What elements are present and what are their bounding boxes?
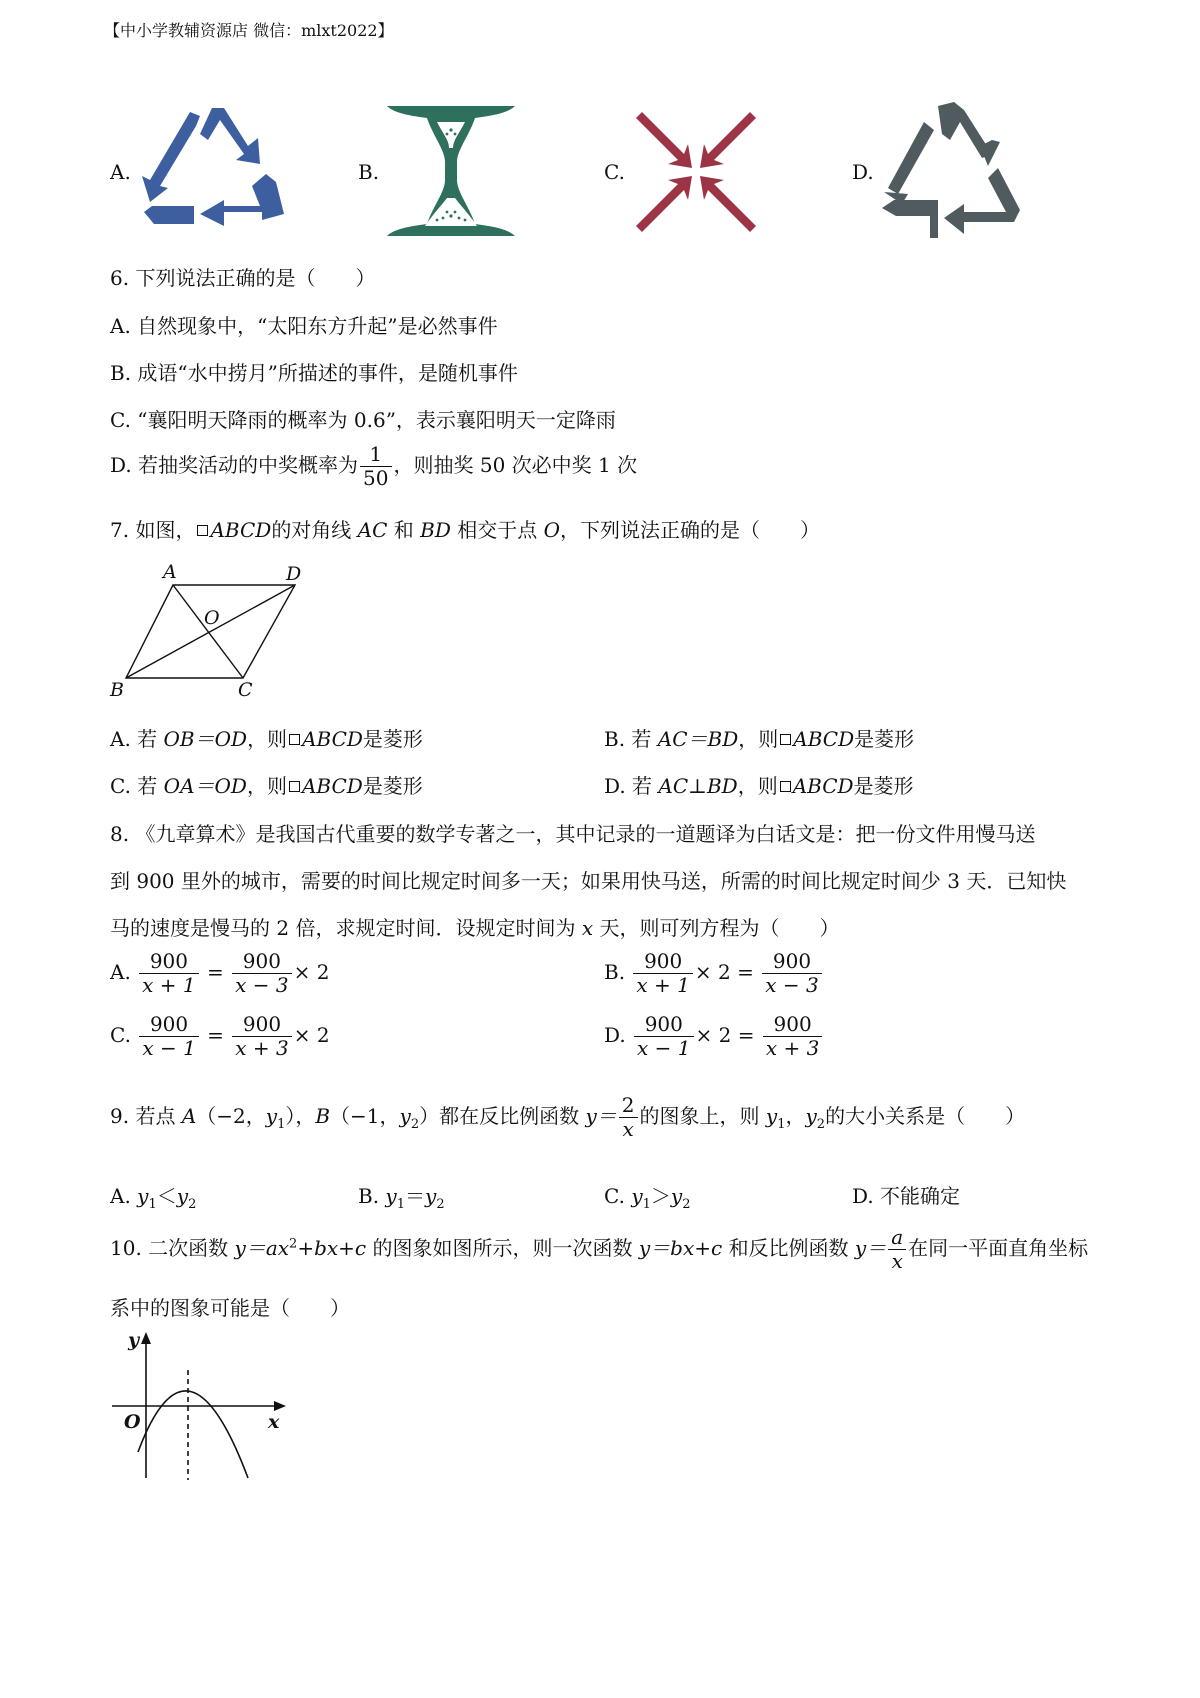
q6-frac-num: 1 (360, 443, 391, 467)
q7-option-c: C. 若 OA＝OD，则 ABCD是菱形 (110, 774, 423, 798)
vertex-label-o: O (204, 607, 220, 629)
vertex-label-a: A (163, 561, 177, 583)
q5-option-a-label: A. (110, 160, 131, 184)
q7-bd: BD (420, 518, 451, 542)
q7-and: 和 (393, 518, 414, 542)
q7-number: 7. 如图， (110, 518, 196, 542)
parallelogram-figure (108, 560, 308, 700)
q6-option-d-prefix: D. 若抽奖活动的中奖概率为 (110, 453, 359, 477)
q7-text-1: 的对角线 (271, 518, 352, 542)
vertex-label-c: C (238, 679, 253, 700)
q10-fraction: $\frac{a}{x}$ (888, 1226, 906, 1273)
q6-option-c: C. “襄阳明天降雨的概率为 0.6”，表示襄阳明天一定降雨 (110, 408, 616, 432)
vertex-label-b: B (110, 679, 124, 700)
q6-frac-den: 50 (363, 466, 389, 490)
parallelogram-icon (289, 734, 300, 745)
q7-o: O (543, 518, 560, 542)
graph-x-label: x (268, 1411, 280, 1433)
q6-fraction (360, 443, 391, 490)
q6-option-b: B. 成语“水中捞月”所描述的事件，是随机事件 (110, 361, 518, 385)
q5-option-d-label: D. (852, 160, 874, 184)
q6-option-a: A. 自然现象中，“太阳东方升起”是必然事件 (110, 314, 498, 338)
parallelogram-icon (289, 781, 300, 792)
q9-option-c: C. $y_1>y_2$ (604, 1184, 691, 1212)
q9-option-d: D. 不能确定 (852, 1184, 961, 1208)
four-arrows-inward-icon (634, 110, 758, 234)
q9-option-b: B. $y_1=y_2$ (358, 1184, 445, 1212)
q9-option-a: A. $y_1<y_2$ (110, 1184, 197, 1212)
q6-stem: 6. 下列说法正确的是（ ） (110, 266, 376, 290)
q8-option-a: A. $\frac{900}{x + 1}$ = $\frac{900}{x - 3}$ × 2 (110, 949, 330, 997)
recycle-arrows-icon (140, 102, 290, 240)
q9-stem: 9. 若点 A（−2，$y_1$），B（−1，$y_2$）都在反比例函数 y＝ $\frac{2}{x}$ 的图象上，则 $y_1$，$y_2$的大小关系是（ ） (110, 1093, 1026, 1141)
q6-option-d-suffix: ，则抽奖 50 次必中奖 1 次 (393, 453, 638, 477)
vertex-label-d: D (286, 563, 302, 585)
q7-quad: ABCD (210, 518, 272, 542)
q8-option-c: C. $\frac{900}{x - 1}$ = $\frac{900}{x + 3}$ × 2 (110, 1012, 330, 1060)
q7-ac: AC (357, 518, 388, 542)
hourglass-icon (385, 104, 517, 238)
parabola-graph (108, 1328, 288, 1483)
q7-text-3: ，下列说法正确的是（ ） (560, 518, 820, 542)
q8-line-3: 马的速度是慢马的 2 倍，求规定时间．设规定时间为 x 天，则可列方程为（ ） (110, 916, 840, 940)
recycle-arrows-icon (880, 100, 1026, 244)
q8-line-1: 8. 《九章算术》是我国古代重要的数学专著之一，其中记录的一道题译为白话文是：把一份文件用慢马送 (110, 822, 1036, 846)
q8-option-d: D. $\frac{900}{x - 1}$ × 2 = $\frac{900}{x + 3}$ (604, 1013, 824, 1060)
q7-option-d: D. 若 AC⊥BD，则 ABCD是菱形 (604, 774, 914, 798)
q8-option-b: B. $\frac{900}{x + 1}$ × 2 = $\frac{900}{x - 3}$ (604, 950, 824, 997)
q5-option-b-label: B. (358, 160, 380, 184)
parallelogram-icon (197, 525, 208, 536)
parallelogram-icon (780, 781, 791, 792)
q7-option-b: B. 若 AC＝BD，则 ABCD是菱形 (604, 727, 915, 751)
header-watermark: 【中小学教辅资源店 微信：mlxt2022】 (104, 21, 394, 40)
q7-option-a: A. 若 OB＝OD，则 ABCD是菱形 (110, 727, 423, 751)
q7-text-2: 相交于点 (457, 518, 538, 542)
graph-origin-label: O (124, 1411, 141, 1433)
parallelogram-icon (780, 734, 791, 745)
q5-option-c-label: C. (604, 160, 625, 184)
q9-fraction: $\frac{2}{x}$ (619, 1094, 638, 1141)
q8-line-2: 到 900 里外的城市，需要的时间比规定时间多一天；如果用快马送，所需的时间比规定时间少 3 天．已知快 (110, 869, 1067, 893)
graph-y-label: y (128, 1329, 140, 1351)
q10-line-1: 10. 二次函数 $y=ax^2+bx+c$ 的图象如图所示，则一次函数 y＝bx+c 和反比例函数 y＝ $\frac{a}{x}$ 在同一平面直角坐标 (110, 1225, 1089, 1273)
q6-option-d (110, 443, 637, 490)
q7-stem (110, 514, 820, 543)
q10-line-2: 系中的图象可能是（ ） (110, 1296, 350, 1320)
